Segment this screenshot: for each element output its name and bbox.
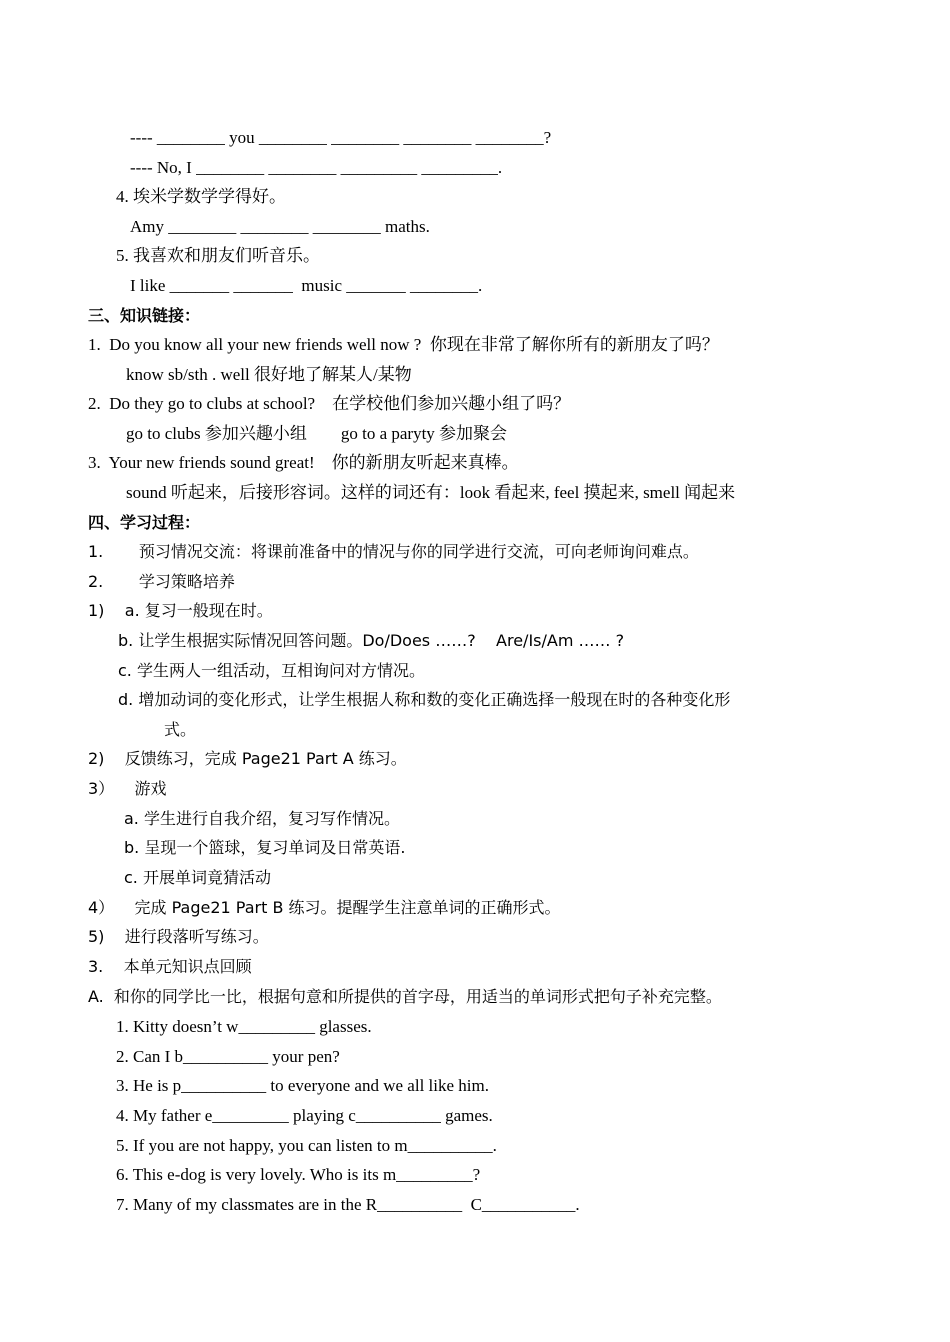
process-step-2: 2. 学习策略培养 [88, 572, 235, 591]
section-3-title: 三、知识链接： [88, 306, 201, 325]
strategy-3b: b. 呈现一个篮球，复习单词及日常英语. [124, 838, 406, 857]
strategy-3c: c. 开展单词竟猜活动 [124, 868, 271, 887]
knowledge-item-1: 1. Do you know all your new friends well now ? 你现在非常了解你所有的新朋友了吗？ [88, 335, 719, 354]
knowledge-item-2-note: go to clubs 参加兴趣小组 go to a paryty 参加聚会 [126, 424, 508, 443]
strategy-1d: d. 增加动词的变化形式，让学生根据人称和数的变化正确选择一般现在时的各种变化形 [118, 690, 731, 709]
exercise-sentence-5: 5. If you are not happy, you can listen to m__________. [116, 1136, 497, 1155]
strategy-1b: b. 让学生根据实际情况回答问题。Do/Does ……? Are/Is/Am …… ? [118, 631, 625, 650]
exercise-sentence-1: 1. Kitty doesn’t w_________ glasses. [116, 1017, 372, 1036]
dialogue-answer-line: ---- No, I ________ ________ _________ _________. [130, 158, 503, 177]
section-4-title: 四、学习过程： [88, 513, 201, 532]
translation-item-5-cn: 5. 我喜欢和朋友们听音乐。 [116, 246, 320, 265]
exercise-sentence-3: 3. He is p__________ to everyone and we all like him. [116, 1076, 489, 1095]
knowledge-item-3-note: sound 听起来，后接形容词。这样的词还有：look 看起来, feel 摸起来, smell 闻起来 [126, 483, 736, 502]
exercise-sentence-6: 6. This e-dog is very lovely. Who is its m_________? [116, 1165, 481, 1184]
knowledge-item-1-note: know sb/sth . well 很好地了解某人/某物 [126, 365, 412, 384]
strategy-1c: c. 学生两人一组活动，互相询问对方情况。 [118, 661, 425, 680]
strategy-2: 2) 反馈练习，完成 Page21 Part A 练习。 [88, 749, 407, 768]
translation-item-5-en: I like _______ _______ music _______ ________. [130, 276, 483, 295]
process-step-3: 3. 本单元知识点回顾 [88, 957, 252, 976]
strategy-1d-continued: 式。 [164, 720, 197, 739]
knowledge-item-2: 2. Do they go to clubs at school? 在学校他们参加兴趣小组了吗？ [88, 394, 571, 413]
process-step-1: 1. 预习情况交流：将课前准备中的情况与你的同学进行交流，可向老师询问难点。 [88, 542, 699, 561]
exercise-a-instruction: A. 和你的同学比一比，根据句意和所提供的首字母，用适当的单词形式把句子补充完整。 [88, 987, 722, 1006]
strategy-4: 4） 完成 Page21 Part B 练习。提醒学生注意单词的正确形式。 [88, 898, 561, 917]
translation-item-4-en: Amy ________ ________ ________ maths. [130, 217, 430, 236]
exercise-sentence-4: 4. My father e_________ playing c__________ games. [116, 1106, 493, 1125]
translation-item-4-cn: 4. 埃米学数学学得好。 [116, 187, 286, 206]
dialogue-question-line: ---- ________ you ________ ________ ________ ________? [130, 128, 552, 147]
knowledge-item-3: 3. Your new friends sound great! 你的新朋友听起来真棒。 [88, 453, 519, 472]
strategy-5: 5) 进行段落听写练习。 [88, 927, 269, 946]
strategy-3: 3） 游戏 [88, 779, 167, 798]
strategy-3a: a. 学生进行自我介绍，复习写作情况。 [124, 809, 400, 828]
exercise-sentence-2: 2. Can I b__________ your pen? [116, 1047, 340, 1066]
exercise-sentence-7: 7. Many of my classmates are in the R__________ C___________. [116, 1195, 580, 1214]
strategy-1a: 1) a. 复习一般现在时。 [88, 601, 273, 620]
